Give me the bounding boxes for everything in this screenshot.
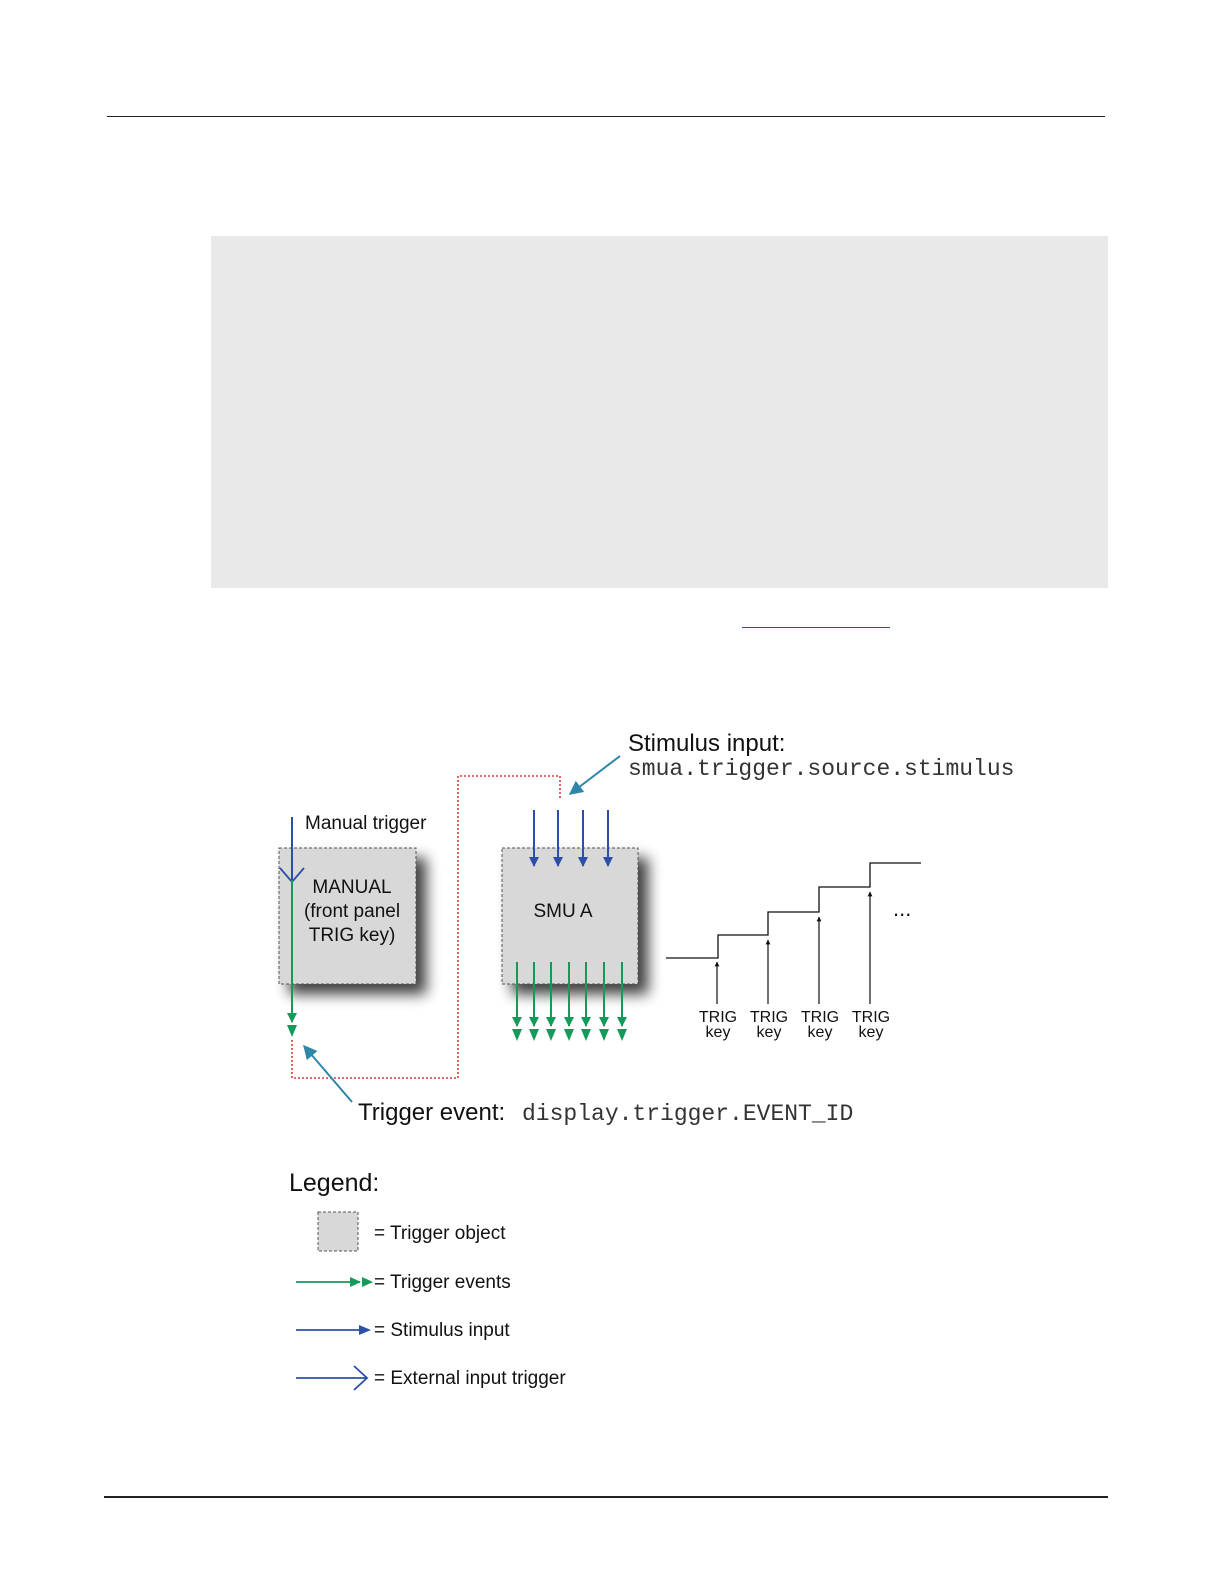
manual-block-line-2: (front panel [303,901,401,922]
trigger-event-callout-arrow [304,1046,352,1102]
trig-key-1-line1: TRIG [698,1009,738,1026]
trigger-event-label: Trigger event: [358,1099,506,1126]
manual-trigger-label: Manual trigger [305,813,427,834]
trigger-event-arrowhead [529,1029,539,1041]
filled-arrow-icon-head [359,1325,371,1335]
manual-trigger-event-arrowhead-2 [287,1025,297,1037]
trigger-event-arrowhead [581,1029,591,1041]
smu-a-label: SMU A [533,901,593,922]
staircase-ellipsis: ... [893,896,912,921]
stimulus-input-label: Stimulus input: [628,730,786,757]
trig-key-3-line1: TRIG [800,1009,840,1026]
double-arrow-icon-head-1 [350,1277,361,1287]
trig-key-2-line1: TRIG [749,1009,789,1026]
trig-key-2-line2: key [756,1024,782,1041]
trig-key-arrows [717,892,870,1004]
legend-item-trigger-object: = Trigger object [374,1223,506,1244]
sweep-staircase [666,863,921,958]
trig-key-1-line2: key [705,1024,731,1041]
trigger-event-arrowhead [617,1029,627,1041]
stimulus-input-code: smua.trigger.source.stimulus [628,756,1015,782]
double-arrow-icon-head-2 [362,1277,373,1287]
trigger-event-arrowhead [512,1029,522,1041]
legend-title: Legend: [289,1169,380,1197]
trig-key-3-line2: key [807,1024,833,1041]
trigger-event-code: display.trigger.EVENT_ID [522,1101,854,1127]
manual-block-line-1: MANUAL [312,877,392,898]
legend-item-stimulus-input: = Stimulus input [374,1320,510,1341]
legend-item-trigger-events: = Trigger events [374,1272,511,1293]
trigger-event-arrowhead [564,1029,574,1041]
legend-item-external-input-trigger: = External input trigger [374,1368,566,1389]
trigger-event-arrowhead [599,1029,609,1041]
trigger-event-arrowhead [546,1029,556,1041]
trigger-object-swatch [318,1212,358,1251]
trig-key-4-line2: key [858,1024,884,1041]
stimulus-callout-arrow [570,756,620,794]
trig-key-4-line1: TRIG [851,1009,891,1026]
manual-block-line-3: TRIG key) [308,925,396,946]
